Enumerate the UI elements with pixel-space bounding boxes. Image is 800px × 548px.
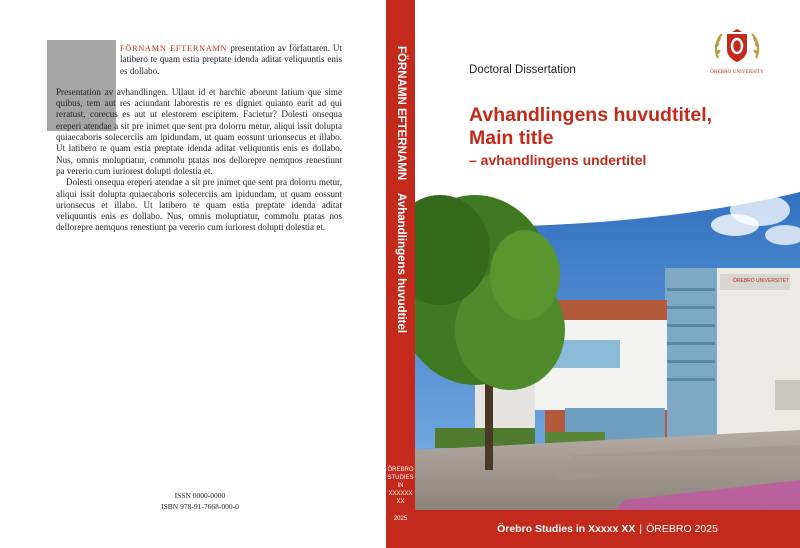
spine-series-line: STUDIES IN [387,475,414,489]
footer-separator: | [639,523,643,535]
spine-series-line: XX [396,499,405,505]
spine-series-line: ÖREBRO [387,467,414,473]
building-sign: ÖREBRO UNIVERSITET [733,278,790,284]
university-logo [708,28,766,78]
spine-author: FÖRNAMN EFTERNAMN [395,46,407,181]
author-name-inline: FÖRNAMN EFTERNAMN [120,44,228,53]
author-bio: FÖRNAMN EFTERNAMN presentation av författaren. Ut latibero te quam estia preptate idenda aditat veliquuntis enis es dollabo. [120,43,342,76]
series-footer [415,510,800,548]
logo-text: ÖREBRO UNIVERSITY [710,69,764,75]
main-title-line: Main title [469,127,554,149]
series-name: Örebro Studies in Xxxxx XX [497,523,636,535]
back-cover [0,0,386,548]
place-year: ÖREBRO 2025 [646,523,718,535]
spine-author-title [395,46,407,333]
presentation-text: Presentation av avhandlingen. Ullaut id et harchic aborunt latium que sime quibus, tem aut res aciundant laborestis re es digniet quianto earit ad qui reratust, corecus es aut ut elestorem escipitem. Facietur? Dolesti onsequa ereperi atendae a sit pre inimet que sent pra dolorru metur, aliqui issit dolupta quiaecaboris solecerciis am ipidundam, ut quam eossunt urionsecus et illabo. Ut latibero te quam estia preptate idenda aditat veliquuntis enis es dollabo. Nus, omnis moluptiatur, commolu ptatas nos dellorepre nemquos renestiunt pa vererio cum iuriorest dolupti dolestia et. [56,86,342,176]
spine-title: Avhandlingens huvudtitel [395,192,407,334]
isbn: ISBN 978-91-7668-000-0 [161,502,239,511]
document-type: Doctoral Dissertation [469,64,576,76]
issn-isbn-block [130,490,270,512]
spine-year: 2025 [393,516,408,522]
issn: ISSN 0000-0000 [174,491,226,500]
subtitle: – avhandlingens undertitel [469,152,647,168]
dissertation-presentation [56,87,342,177]
spine-series-block [386,466,415,523]
back-cover-text [56,43,342,234]
campus-photo [415,180,800,510]
main-title-line: Avhandlingens huvudtitel, [469,104,713,126]
extra-paragraph: Dolesti onsequa ereperi atendae a sit pre inimet que sent pra dolorru metur, aliqui issit dolupta quiaecaboris solecerciis am ipidundam, ut quam eossunt urionsecus et illabo. Ut latibero te quam estia preptate idenda aditat veliquuntis enis es dollabo. Nus, omnis moluptiatur, commolu ptatas nos dellorepre nemquos renestiunt pa vererio cum iuriorest dolupti dolestia et. [56,177,342,233]
main-title [469,104,712,150]
spine-series-line: XXXXXX [388,491,413,497]
